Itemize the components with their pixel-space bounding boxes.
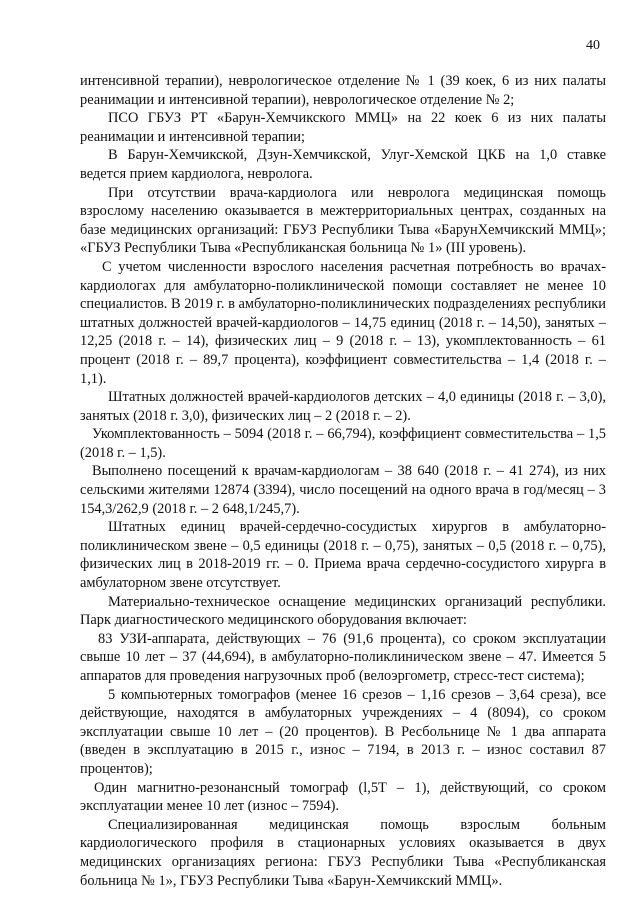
paragraph-pso-barun: ПСО ГБУЗ РТ «Барун-Хемчикского ММЦ» на 22 коек 6 из них палаты реанимации и интенсивной терапии; bbox=[80, 110, 606, 145]
paragraph-intermunicipal-centers: При отсутствии врача-кардиолога или невролога медицинская помощь взрослому населению оказывается в межтерриториальных центрах, созданных на базе медицинских организаций: ГБУЗ Республики Тыва «БарунХемчикский ММЦ»; «ГБУЗ Республики Тыва «Республиканская больница № 1» (III уровень). bbox=[80, 184, 606, 257]
paragraph-neurology-departments: интенсивной терапии), неврологическое отделение № 1 (39 коек, 6 из них палаты реанимации и интенсивной терапии), неврологическое отделение № 2; bbox=[80, 73, 606, 108]
paragraph-equipment-intro: Материально-техническое оснащение медицинских организаций республики. Парк диагностического медицинского оборудования включает: bbox=[80, 593, 606, 629]
paragraph-staffing-ratio: Укомплектованность – 5094 (2018 г. – 66,794), коэффициент совместительства – 1,5 (2018 г. – 1,5). bbox=[80, 426, 606, 461]
paragraph-district-hospitals: В Барун-Хемчикской, Дзун-Хемчикской, Улуг-Хемской ЦКБ на 1,0 ставке ведется прием кардиолога, невролога. bbox=[80, 147, 606, 182]
paragraph-pediatric-cardiologists: Штатных должностей врачей-кардиологов детских – 4,0 единицы (2018 г. – 3,0), занятых (2018 г. 3,0), физических лиц – 2 (2018 г. – 2). bbox=[80, 389, 606, 424]
paragraph-mri: Один магнитно-резонансный томограф (l,5T – 1), действующий, со сроком эксплуатации менее 10 лет (износ – 7594). bbox=[80, 779, 606, 815]
paragraph-visits: Выполнено посещений к врачам-кардиологам – 38 640 (2018 г. – 41 274), из них сельскими жителями 12874 (3394), число посещений на одного врача в год/месяц – 3 154,3/262,9 (2018 г. – 2 648,1/245,7). bbox=[80, 463, 606, 517]
paragraph-cardiologist-staffing: С учетом численности взрослого населения расчетная потребность во врачах-кардиологах для амбулаторно-поликлинической помощи составляет не менее 10 специалистов. В 2019 г. в амбулаторно-поликлинических подразделениях республики штатных должностей врачей-кардиологов – 14,75 единиц (2018 г. – 14,50), занятых – 12,25 (2018 г. – 14), физических лиц – 9 (2018 г. – 13), укомплектованность – 61 процент (2018 г. – 89,7 процента), коэффициент совместительства – 1,4 (2018 г. – 1,1). bbox=[80, 258, 606, 387]
paragraph-ct-scanners: 5 компьютерных томографов (менее 16 срезов – 1,16 срезов – 3,64 среза), все действующие, находятся в амбулаторных учреждениях – 4 (8094), со сроком эксплуатации свыше 10 лет – (20 процентов). В Ресбольнице № 1 два аппарата (введен в эксплуатацию в 2015 г., износ – 7194, в 2013 г. – износ составил 87 процентов); bbox=[80, 686, 606, 777]
paragraph-specialized-care: Специализированная медицинская помощь взрослым больным кардиологического профиля в стационарных условиях оказывается в двух медицинских организациях региона: ГБУЗ Республики Тыва «Республиканская больница № 1», ГБУЗ Республики Тыва «Барун-Хемчикский ММЦ». bbox=[80, 816, 606, 889]
paragraph-vascular-surgeons: Штатных единиц врачей-сердечно-сосудистых хирургов в амбулаторно-поликлиническом звене – 0,5 единицы (2018 г. – 0,75), занятых – 0,5 (2018 г. – 0,75), физических лиц в 2018-2019 гг. – 0. Приема врача сердечно-сосудистого хирурга в амбулаторном звене отсутствует. bbox=[80, 519, 606, 592]
page-number: 40 bbox=[586, 38, 600, 53]
document-body bbox=[80, 72, 606, 890]
paragraph-ultrasound: 83 УЗИ-аппарата, действующих – 76 (91,6 процента), со сроком эксплуатации свыше 10 лет – 37 (44,694), в амбулаторно-поликлиническом звене – 47. Имеется 5 аппаратов для проведения нагрузочных проб (велоэргометр, стресс-тест система); bbox=[80, 630, 606, 684]
